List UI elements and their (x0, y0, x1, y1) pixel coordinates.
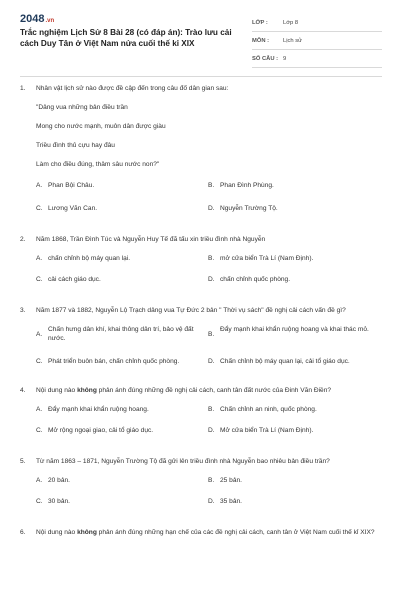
question-number: 4. (20, 387, 26, 394)
option-d[interactable]: D. chấn chỉnh quốc phòng. (208, 276, 291, 283)
meta-label: SỐ CÂU : (252, 55, 279, 62)
emphasis: không (77, 387, 97, 394)
option-a[interactable]: A. chấn chỉnh bộ máy quan lại. (36, 255, 131, 262)
option-b[interactable]: B. Chấn chỉnh an ninh, quốc phòng. (208, 406, 317, 413)
option-b[interactable]: B. Phan Đình Phùng. (208, 182, 274, 189)
question-text: Nội dung nào không phản ánh đúng những đề nghị cải cách, canh tân đất nước của Đinh Văn Điền? (36, 387, 332, 394)
question-text: Năm 1877 và 1882, Nguyễn Lộ Trạch dâng vua Tự Đức 2 bản " Thời vụ sách" đề nghị cải cách vấn đề gì? (36, 307, 346, 314)
document-meta (252, 14, 382, 68)
question-6 (20, 528, 382, 537)
option-c[interactable]: C. cải cách giáo dục. (36, 276, 101, 283)
question-text: Từ năm 1863 – 1871, Nguyễn Trường Tộ đã gửi lên triều đình nhà Nguyễn bao nhiêu bản điều trần? (36, 458, 330, 465)
meta-label: MÔN : (252, 37, 270, 44)
question-5 (20, 457, 382, 514)
question-3 (20, 306, 382, 374)
question-number: 3. (20, 307, 26, 314)
question-2 (20, 235, 382, 292)
question-text: Nhân vật lịch sử nào được đề cập đến trong câu đố dân gian sau: (36, 85, 229, 92)
header-divider (20, 76, 382, 77)
meta-label: LỚP : (252, 19, 268, 26)
question-list (20, 84, 382, 537)
question-text: Nội dung nào không phản ánh đúng những hạn chế của các đề nghị cải cách, canh tân ở Việt Nam cuối thế kỉ XIX? (36, 529, 375, 536)
question-4 (20, 386, 382, 443)
emphasis: không (77, 529, 97, 536)
meta-value: 9 (283, 55, 287, 62)
option-b[interactable]: B. Đẩy mạnh khai khẩn ruộng hoang và khai thác mỏ. (208, 326, 369, 338)
options (20, 325, 382, 374)
option-a[interactable]: A. 20 bản. (36, 477, 70, 484)
question-number: 2. (20, 236, 26, 243)
option-d[interactable]: D. Nguyễn Trường Tộ. (208, 205, 278, 212)
question-1 (20, 84, 382, 221)
option-a[interactable]: A. Phan Bội Châu. (36, 182, 95, 189)
option-c[interactable]: C. Mở rộng ngoại giao, cải tổ giáo dục. (36, 427, 154, 434)
meta-value: Lịch sử (283, 37, 303, 44)
quote-line: Mong cho nước mạnh, muôn dân được giàu (36, 123, 166, 130)
option-d[interactable]: D. Chấn chỉnh bộ máy quan lại, cải tổ giáo dục. (208, 358, 350, 365)
quote-line: Triều đình thủ cựu hay đâu (36, 142, 115, 149)
site-logo[interactable]: 2048.vn (20, 13, 55, 25)
quote-line: "Dâng vua những bản điều trần (36, 104, 128, 111)
question-text: Năm 1868, Trần Đình Túc và Nguyễn Huy Tế đã tấu xin triều đình nhà Nguyễn (36, 236, 266, 243)
header (0, 0, 400, 68)
document-title: Trắc nghiệm Lịch Sử 8 Bài 28 (có đáp án): Trào lưu cải cách Duy Tân ở Việt Nam nửa cuối thế kỉ XIX (20, 28, 232, 48)
quote-block (20, 103, 382, 169)
option-d[interactable]: D. Mở cửa biển Trà Lí (Nam Định). (208, 427, 314, 434)
options (20, 181, 382, 221)
option-c[interactable]: C. 30 bản. (36, 498, 70, 505)
option-d[interactable]: D. 35 bản. (208, 498, 242, 505)
option-a[interactable]: A. Đẩy mạnh khai khẩn ruộng hoang. (36, 406, 149, 413)
options (20, 476, 382, 514)
option-b[interactable]: B. mở cửa biển Trà Lí (Nam Định). (208, 255, 314, 262)
quote-line: Làm cho điều đúng, thâm sâu nước non?" (36, 161, 160, 168)
option-c[interactable]: C. Phát triển buôn bán, chấn chỉnh quốc phòng. (36, 358, 180, 365)
meta-question-count (252, 50, 382, 68)
meta-value: Lớp 8 (283, 19, 299, 26)
option-b[interactable]: B. 25 bản. (208, 477, 242, 484)
question-number: 1. (20, 85, 26, 92)
meta-subject (252, 32, 382, 50)
option-a[interactable]: A. Chấn hưng dân khí, khai thông dân trí, bảo vệ đất nước. (36, 326, 194, 342)
meta-grade (252, 14, 382, 32)
question-number: 6. (20, 529, 26, 536)
options (20, 254, 382, 292)
option-c[interactable]: C. Lương Văn Can. (36, 205, 98, 212)
question-number: 5. (20, 458, 26, 465)
options (20, 405, 382, 443)
